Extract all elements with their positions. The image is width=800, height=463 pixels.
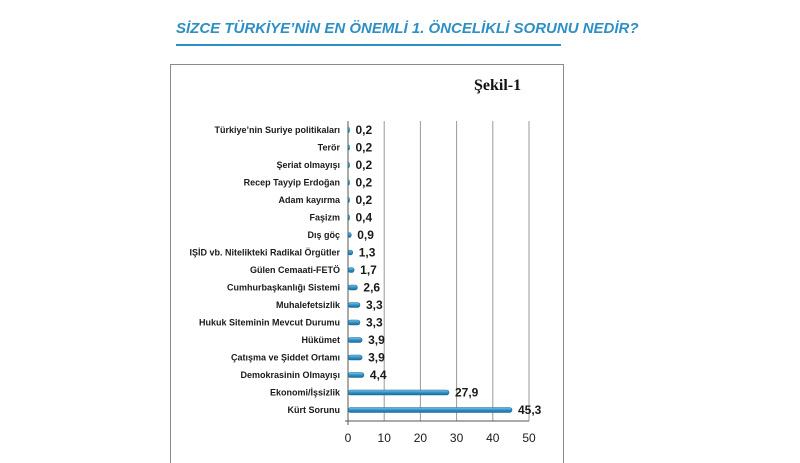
bar <box>348 338 362 343</box>
value-label: 0,2 <box>355 123 373 137</box>
bar <box>348 320 360 325</box>
category-label: Hükümet <box>301 335 340 345</box>
bar <box>348 163 350 168</box>
value-label: 3,9 <box>368 333 385 347</box>
bar <box>348 198 350 203</box>
bar <box>348 215 350 220</box>
category-label: Demokrasinin Olmayışı <box>240 370 340 380</box>
bar <box>348 250 353 255</box>
value-label: 1,7 <box>360 263 377 277</box>
category-label: Çatışma ve Şiddet Ortamı <box>230 352 340 363</box>
category-label: Cumhurbaşkanlığı Sistemi <box>226 282 340 293</box>
category-label: Gülen Cemaati-FETÖ <box>249 265 340 275</box>
bar <box>348 128 350 133</box>
category-label: Adam kayırma <box>278 195 340 205</box>
value-label: 2,6 <box>363 280 381 295</box>
figure-label: Şekil-1 <box>474 77 522 94</box>
bar <box>348 390 449 395</box>
category-label: Recep Tayyip Erdoğan <box>243 177 340 188</box>
heading-underline <box>176 44 561 46</box>
bar <box>348 303 360 308</box>
bar <box>348 180 350 185</box>
value-label: 27,9 <box>454 385 479 400</box>
category-label: IŞİD vb. Nitelikteki Radikal Örgütler <box>189 247 340 258</box>
x-tick-label: 40 <box>486 431 500 445</box>
category-label: Terör <box>317 142 340 153</box>
value-label: 0,2 <box>355 193 373 207</box>
x-tick-label: 30 <box>449 431 464 445</box>
bar <box>348 285 357 290</box>
value-label: 45,3 <box>517 403 542 417</box>
value-label: 3,3 <box>365 315 383 330</box>
bar <box>348 373 364 378</box>
category-label: Dış göç <box>307 230 340 240</box>
x-tick-label: 10 <box>377 431 391 445</box>
bar <box>348 268 354 273</box>
value-label: 1,3 <box>358 245 376 260</box>
horizontal-bar-chart <box>170 64 564 463</box>
category-label: Kürt Sorunu <box>287 405 340 415</box>
bar <box>348 408 512 413</box>
value-label: 3,9 <box>368 350 385 365</box>
x-tick-label: 20 <box>413 431 428 445</box>
category-label: Muhalefetsizlik <box>275 300 340 310</box>
x-tick-label: 50 <box>522 431 536 445</box>
value-label: 4,4 <box>369 368 387 382</box>
value-label: 0,2 <box>355 158 373 172</box>
x-tick-label: 0 <box>344 431 352 445</box>
survey-question-heading: SİZCE TÜRKİYE’NİN EN ÖNEMLİ 1. ÖNCELİKLİ SORUNU NEDİR? <box>176 20 639 37</box>
value-label: 0,2 <box>355 140 373 155</box>
value-label: 0,2 <box>355 175 373 190</box>
value-label: 0,4 <box>355 210 373 225</box>
bar <box>348 233 351 238</box>
bar <box>348 145 350 150</box>
category-label: Şeriat olmayışı <box>276 160 340 170</box>
category-label: Ekonomi/İşsizlik <box>269 387 340 398</box>
bar <box>348 355 362 360</box>
category-label: Hukuk Siteminin Mevcut Durumu <box>198 317 340 328</box>
category-label: Faşizm <box>309 212 340 223</box>
value-label: 0,9 <box>357 228 374 242</box>
category-label: Türkiye’nin Suriye politikaları <box>214 125 340 135</box>
value-label: 3,3 <box>365 298 383 312</box>
